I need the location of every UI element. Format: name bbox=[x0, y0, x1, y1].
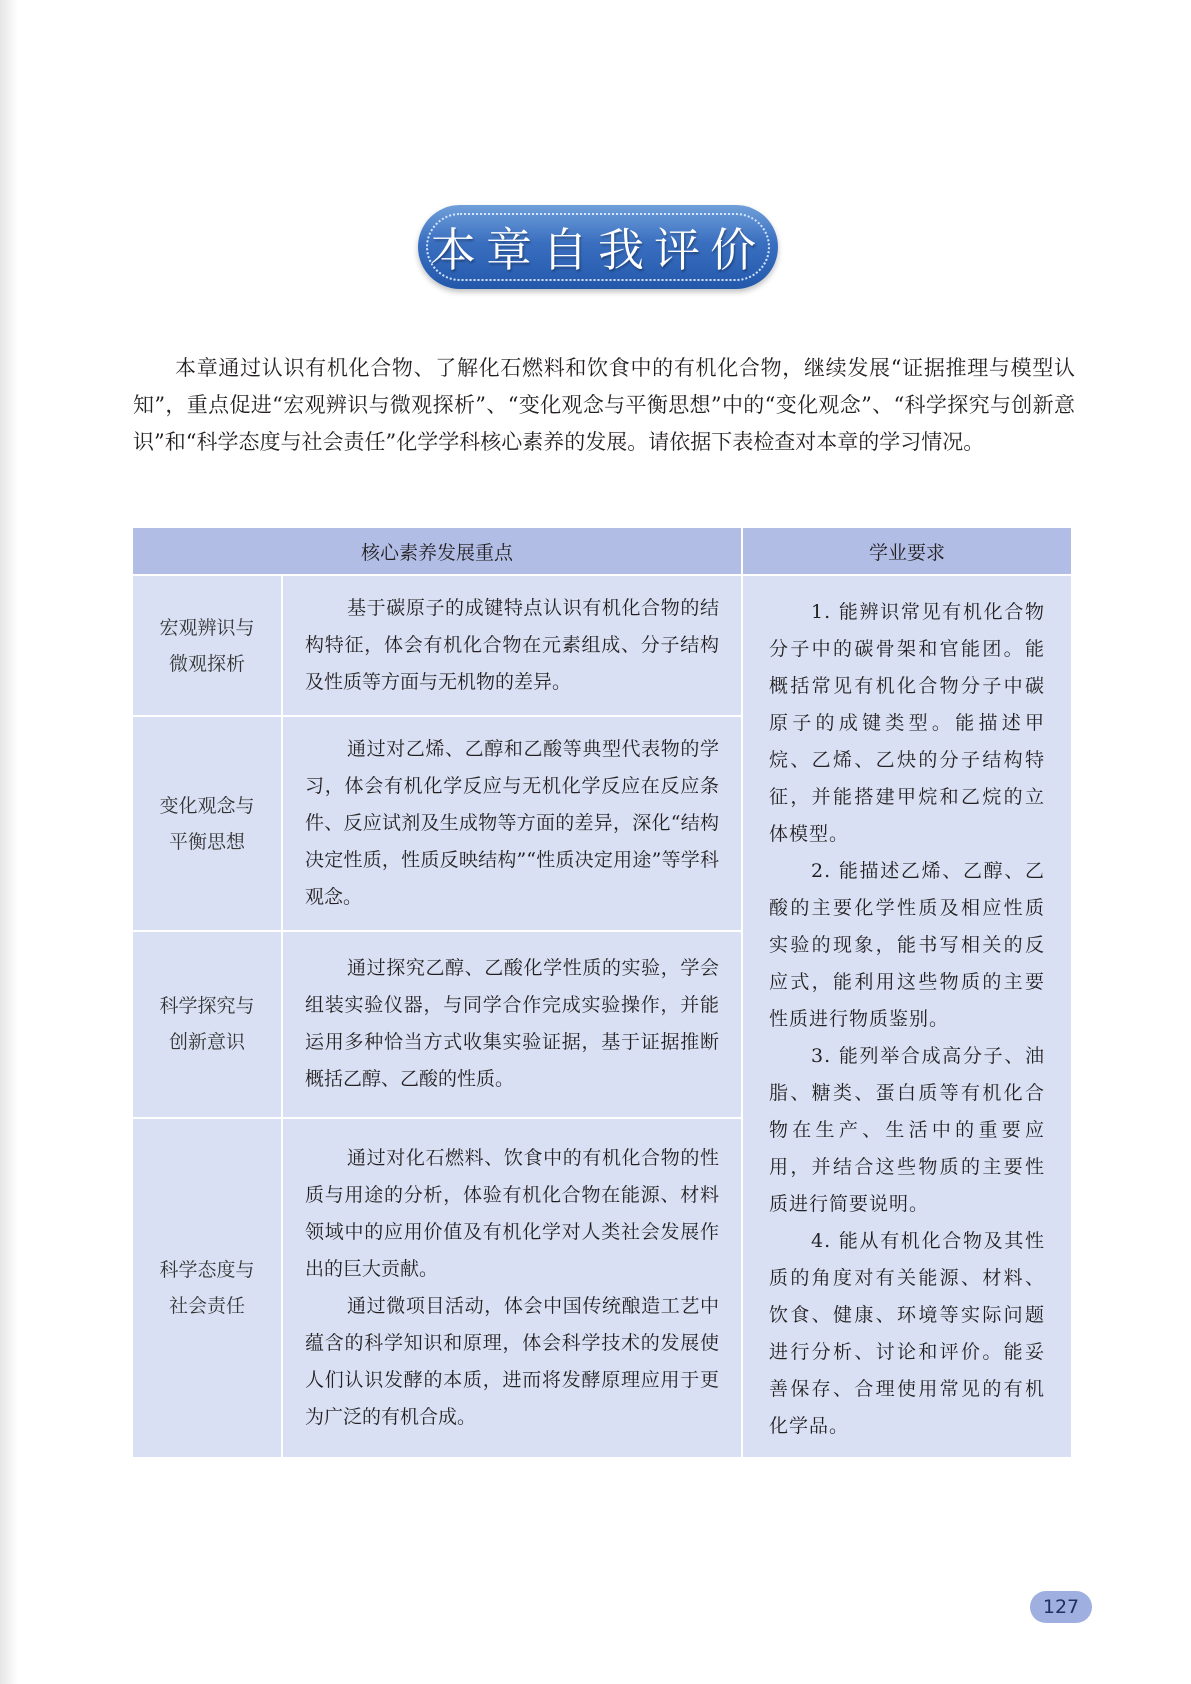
category-label: 科学态度与 bbox=[159, 1258, 255, 1281]
header-core-literacy: 核心素养发展重点 bbox=[132, 527, 742, 575]
table-header-row bbox=[132, 527, 1072, 575]
description-cell bbox=[282, 575, 742, 716]
requirement-item: 3. 能列举合成高分子、油脂、糖类、蛋白质等有机化合物在生产、生活中的重要应用，并结合这些物质的主要性质进行简要说明。 bbox=[769, 1045, 1046, 1215]
page-number-badge bbox=[1030, 1591, 1092, 1623]
description-text: 通过对化石燃料、饮食中的有机化合物的性质与用途的分析，体验有机化合物在能源、材料领域中的应用价值及有机化学对人类社会发展作出的巨大贡献。 bbox=[305, 1146, 720, 1280]
category-label: 平衡思想 bbox=[168, 830, 245, 853]
category-label: 创新意识 bbox=[168, 1031, 245, 1054]
category-cell bbox=[132, 931, 282, 1117]
description-cell bbox=[282, 1118, 742, 1458]
requirement-item: 1. 能辨识常见有机化合物分子中的碳骨架和官能团。能概括常见有机化合物分子中碳原子的成键类型。能描述甲烷、乙烯、乙炔的分子结构特征，并能搭建甲烷和乙烷的立体模型。 bbox=[769, 601, 1046, 845]
description-text: 通过对乙烯、乙醇和乙酸等典型代表物的学习，体会有机化学反应与无机化学反应在反应条件、反应试剂及生成物等方面的差异，深化“结构决定性质，性质反映结构”“性质决定用途”等学科观念。 bbox=[305, 738, 720, 909]
description-text: 基于碳原子的成键特点认识有机化合物的结构特征，体会有机化合物在元素组成、分子结构及性质等方面与无机物的差异。 bbox=[305, 597, 720, 694]
header-academic-requirement: 学业要求 bbox=[742, 527, 1072, 575]
title-banner-border bbox=[426, 213, 770, 281]
description-cell bbox=[282, 931, 742, 1117]
requirements-cell bbox=[742, 575, 1072, 1458]
description-text: 通过探究乙醇、乙酸化学性质的实验，学会组装实验仪器，与同学合作完成实验操作，并能运用多种恰当方式收集实验证据，基于证据推断概括乙醇、乙酸的性质。 bbox=[305, 957, 720, 1091]
requirement-item: 4. 能从有机化合物及其性质的角度对有关能源、材料、饮食、健康、环境等实际问题进行分析、讨论和评价。能妥善保存、合理使用常见的有机化学品。 bbox=[769, 1230, 1046, 1437]
category-cell bbox=[132, 1118, 282, 1458]
table-row bbox=[132, 575, 1072, 716]
category-label: 社会责任 bbox=[168, 1294, 245, 1317]
page-title: 本章自我评价 bbox=[430, 223, 766, 277]
category-cell bbox=[132, 716, 282, 931]
intro-paragraph: 本章通过认识有机化合物、了解化石燃料和饮食中的有机化合物，继续发展“证据推理与模型认知”，重点促进“宏观辨识与微观探析”、“变化观念与平衡思想”中的“变化观念”、“科学探究与创新意识”和“科学态度与社会责任”化学学科核心素养的发展。请依据下表检查对本章的学习情况。 bbox=[133, 356, 1075, 454]
category-label: 科学探究与 bbox=[159, 995, 255, 1018]
category-label: 宏观辨识与 bbox=[159, 616, 255, 639]
description-text: 通过微项目活动，体会中国传统酿造工艺中蕴含的科学知识和原理，体会科学技术的发展使人们认识发酵的本质，进而将发酵原理应用于更为广泛的有机合成。 bbox=[305, 1294, 720, 1428]
page-edge-shadow bbox=[0, 0, 18, 1684]
title-banner bbox=[418, 205, 778, 289]
category-cell bbox=[132, 575, 282, 716]
page-number: 127 bbox=[1042, 1596, 1080, 1618]
self-evaluation-table bbox=[131, 526, 1073, 1459]
category-label: 微观探析 bbox=[168, 652, 245, 675]
requirement-item: 2. 能描述乙烯、乙醇、乙酸的主要化学性质及相应性质实验的现象，能书写相关的反应式，能利用这些物质的主要性质进行物质鉴别。 bbox=[769, 860, 1046, 1030]
description-cell bbox=[282, 716, 742, 931]
category-label: 变化观念与 bbox=[159, 794, 255, 817]
